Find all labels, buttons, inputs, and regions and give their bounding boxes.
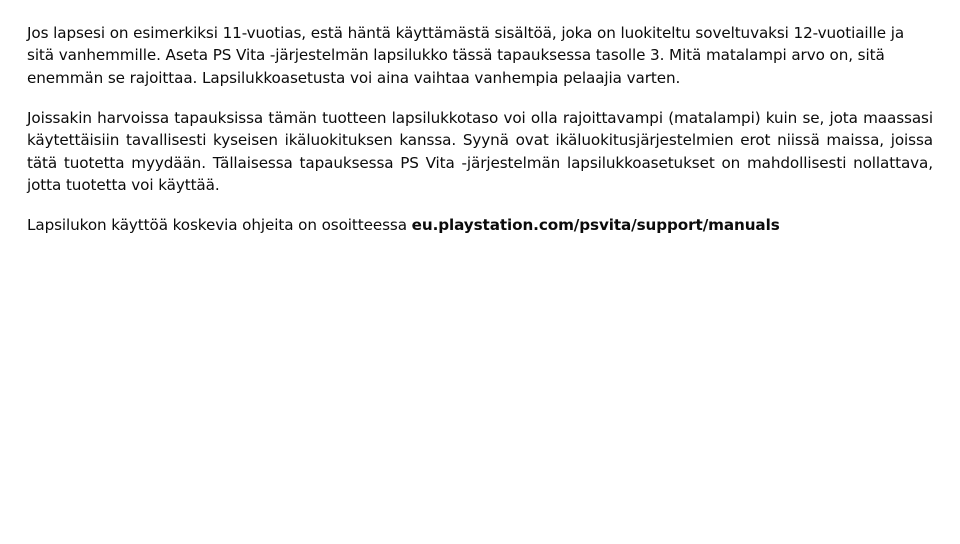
paragraph-manuals-link [27,214,933,236]
manuals-lead-text: Lapsilukon käyttöä koskevia ohjeita on osoitteessa [27,216,412,235]
paragraph-rare-cases: Joissakin harvoissa tapauksissa tämän tuotteen lapsilukkotaso voi olla rajoittavampi (matalampi) kuin se, jota maassasi käytettäisiin tavallisesti kyseisen ikäluokituksen kanssa. Syynä ovat ikäluokitusjärjestelmien erot niissä maissa, joissa tätä tuotetta myydään. Tällaisessa tapauksessa PS Vita -järjestelmän lapsilukkoasetukset on mahdollisesti nollattava, jotta tuotetta voi käyttää. [27,109,933,195]
paragraph-age-example: Jos lapsesi on esimerkiksi 11-vuotias, estä häntä käyttämästä sisältöä, joka on luokiteltu soveltuvaksi 12-vuotiaille ja sitä vanhemmille. Aseta PS Vita -järjestelmän lapsilukko tässä tapauksessa tasolle 3. Mitä matalampi arvo on, sitä enemmän se rajoittaa. Lapsilukkoasetusta voi aina vaihtaa vanhempia pelaajia varten. [27,24,905,87]
manuals-url-text: eu.playstation.com/psvita/support/manuals [411,216,780,235]
